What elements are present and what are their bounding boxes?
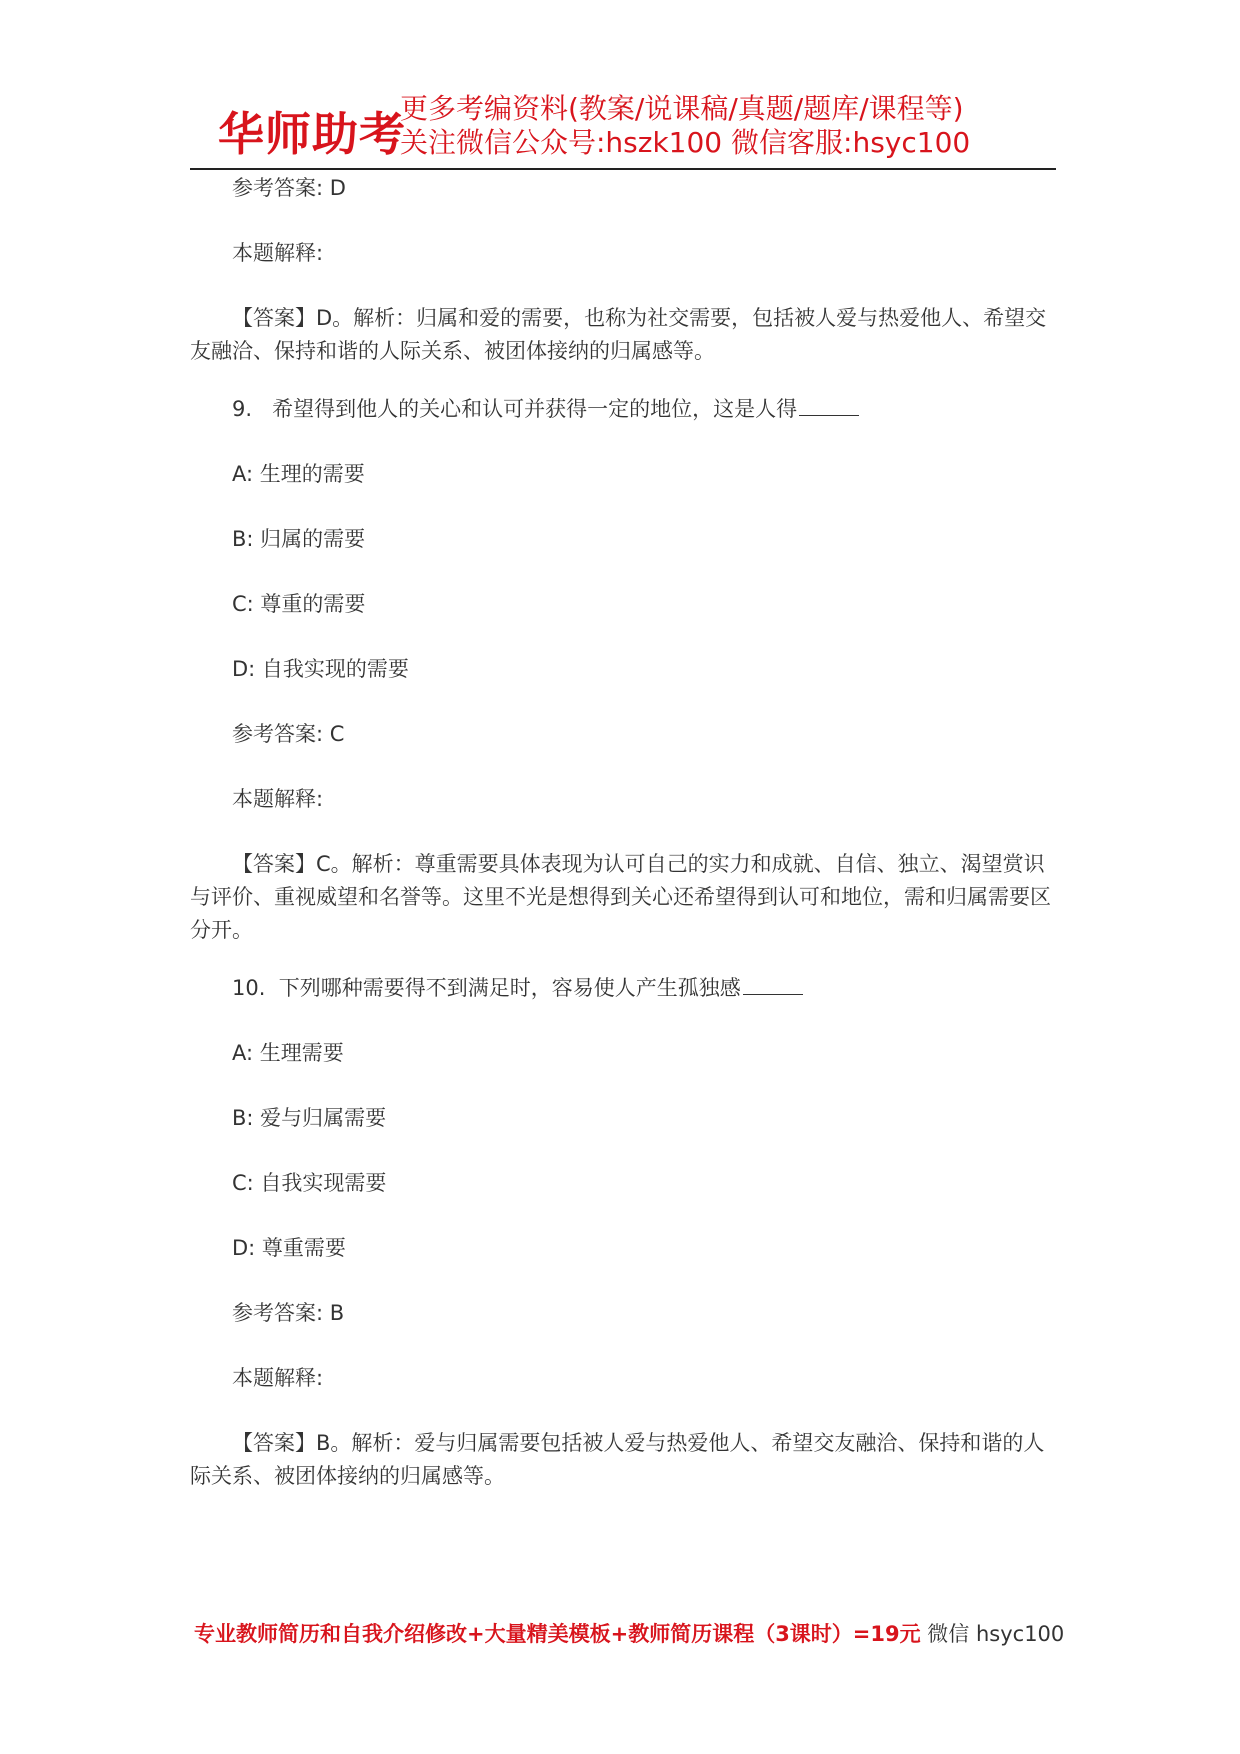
answer-10: 参考答案: B [232, 1301, 345, 1325]
question-number: 10. [232, 976, 266, 1000]
option-9-b: B: 归属的需要 [232, 527, 366, 551]
explain-label-8: 本题解释: [232, 241, 324, 265]
question-stem: 希望得到他人的关心和认可并获得一定的地位，这是人得 [272, 397, 798, 421]
answer-9: 参考答案: C [232, 722, 345, 746]
option-10-c: C: 自我实现需要 [232, 1171, 387, 1195]
option-10-b: B: 爱与归属需要 [232, 1106, 387, 1130]
header-promo [400, 92, 1060, 160]
explain-label-9: 本题解释: [232, 787, 324, 811]
footer-promo [194, 1618, 1074, 1648]
question-stem: 下列哪种需要得不到满足时，容易使人产生孤独感 [278, 976, 741, 1000]
question-number: 9. [232, 397, 253, 421]
answer-blank [799, 395, 859, 416]
explanation-10: 【答案】B。解析：爱与归属需要包括被人爱与热爱他人、希望交友融洽、保持和谐的人际关系、被团体接纳的归属感等。 [190, 1431, 1045, 1488]
option-9-d: D: 自我实现的需要 [232, 657, 409, 681]
footer-wechat: 微信 hsyc100 [920, 1622, 1065, 1646]
answer-8: 参考答案: D [232, 176, 346, 200]
header-banner [190, 88, 1060, 166]
explanation-9: 【答案】C。解析：尊重需要具体表现为认可自己的实力和成就、自信、独立、渴望赏识与评价、重视威望和名誉等。这里不光是想得到关心还希望得到认可和地位，需和归属需要区分开。 [190, 852, 1051, 942]
answer-blank [743, 974, 803, 995]
option-10-a: A: 生理需要 [232, 1041, 344, 1065]
question-9 [190, 393, 1056, 426]
explanation-8: 【答案】D。解析：归属和爱的需要，也称为社交需要，包括被人爱与热爱他人、希望交友融洽、保持和谐的人际关系、被团体接纳的归属感等。 [190, 306, 1047, 363]
header-promo-line1: 更多考编资料(教案/说课稿/真题/题库/课程等) [400, 92, 964, 125]
footer-promo-text: 专业教师简历和自我介绍修改+大量精美模板+教师简历课程（3课时）=19元 [194, 1622, 921, 1646]
option-10-d: D: 尊重需要 [232, 1236, 346, 1260]
option-9-c: C: 尊重的需要 [232, 592, 366, 616]
option-9-a: A: 生理的需要 [232, 462, 365, 486]
header-promo-line2: 关注微信公众号:hszk100 微信客服:hsyc100 [400, 126, 971, 159]
document-body [190, 170, 1056, 1493]
explain-label-10: 本题解释: [232, 1366, 324, 1390]
brand-logo: 华师助考 [218, 107, 406, 161]
question-10 [190, 972, 1056, 1005]
